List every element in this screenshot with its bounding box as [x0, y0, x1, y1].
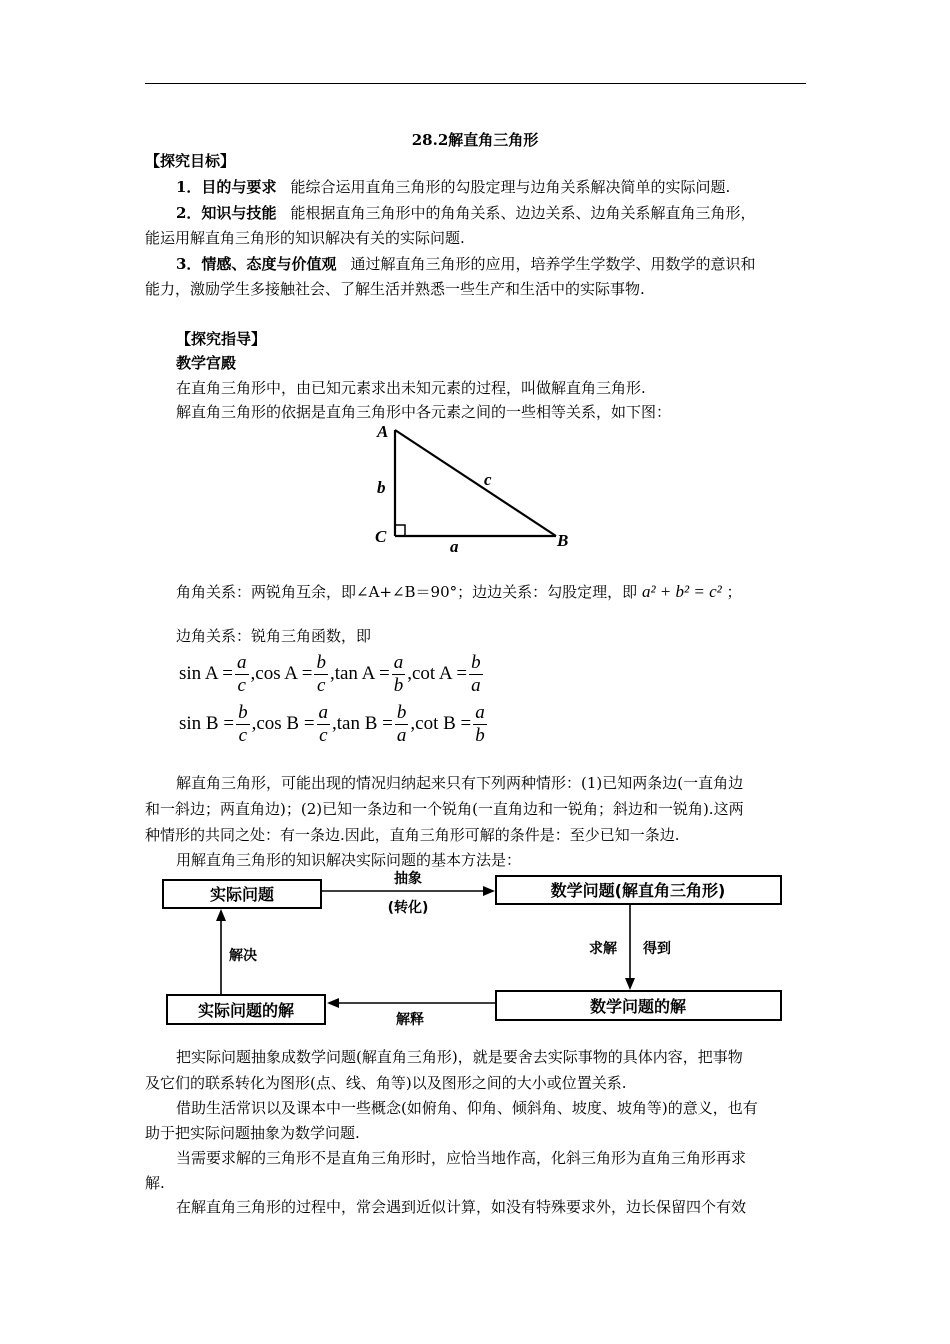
goal-3-text: 通过解直角三角形的应用，培养学生学数学、用数学的意识和 — [350, 255, 756, 273]
side-a-label: a — [450, 537, 459, 556]
cosB-label: ,cos B = — [251, 713, 315, 734]
arrow-solve-label: 求解 — [589, 941, 617, 957]
arrow-abstract-head — [483, 886, 495, 896]
trig-formulas-A — [179, 649, 485, 699]
relation-2: 边角关系：锐角三角函数，即 — [176, 627, 372, 645]
arrow-solve-head — [625, 978, 635, 990]
p5-line1: 把实际问题抽象成数学问题(解直角三角形)，就是要舍去实际事物的具体内容，把事物 — [176, 1048, 743, 1066]
goal-2 — [176, 203, 755, 223]
sinA-label: sin A = — [179, 663, 234, 684]
p3-line3: 种情形的共同之处：有一条边.因此，直角三角形可解的条件是：至少已知一条边. — [145, 826, 680, 844]
p3-line2: 和一斜边；两直角边)；(2)已知一条边和一个锐角(一直角边和一锐角；斜边和一锐角).这两 — [145, 800, 744, 818]
tanA-label: ,tan A = — [329, 663, 390, 684]
sinA-fraction: $\frac{a}{c}$ — [237, 651, 247, 696]
right-angle-mark — [395, 525, 405, 536]
goal-3-cont: 能力，激励学生多接触社会、了解生活并熟悉一些生产和生活中的实际事物. — [145, 280, 645, 298]
arrow-resolve-label: 解决 — [229, 948, 257, 964]
vertex-C-label: C — [375, 527, 387, 546]
goal-2-label: 2．知识与技能 — [176, 204, 277, 222]
goal-3 — [176, 254, 755, 274]
vertex-B-label: B — [557, 531, 569, 550]
method-flowchart — [155, 865, 795, 1035]
relation-1-text: 角角关系：两锐角互余，即∠A+∠B＝90°；边边关系：勾股定理，即 — [176, 583, 638, 601]
header-rule — [145, 83, 806, 84]
vertex-A-label: A — [377, 422, 389, 441]
guide-heading: 【探究指导】 — [176, 330, 267, 348]
flow-box-math-problem-label: 数学问题(解直角三角形) — [550, 881, 726, 900]
tanB-fraction: $\frac{b}{a}$ — [396, 701, 407, 746]
cotB-label: ,cot B = — [410, 713, 472, 734]
goal-2-cont: 能运用解直角三角形的知识解决有关的实际问题. — [145, 229, 465, 247]
guide-p1: 在直角三角形中，由已知元素求出未知元素的过程，叫做解直角三角形. — [176, 379, 646, 397]
cotB-fraction: $\frac{a}{b}$ — [475, 701, 485, 746]
goal-1-text: 能综合运用直角三角形的勾股定理与边角关系解决简单的实际问题. — [290, 178, 731, 196]
p6-line1: 借助生活常识以及课本中一些概念(如俯角、仰角、倾斜角、坡度、坡角等)的意义，也有 — [176, 1099, 758, 1117]
p7-line1: 当需要求解的三角形不是直角三角形时，应恰当地作高，化斜三角形为直角三角形再求 — [176, 1149, 747, 1167]
arrow-explain-head — [327, 998, 339, 1008]
goal-3-label: 3．情感、态度与价值观 — [176, 255, 337, 273]
p8-line1: 在解直角三角形的过程中，常会遇到近似计算，如没有特殊要求外，边长保留四个有效 — [176, 1198, 747, 1216]
arrow-abstract-label: 抽象 — [394, 871, 422, 887]
goal-2-text: 能根据直角三角形中的角角关系、边边关系、边角关系解直角三角形， — [290, 204, 756, 222]
relation-1 — [176, 582, 742, 602]
guide-subheading: 教学宫殿 — [176, 354, 237, 372]
right-triangle-figure — [360, 415, 590, 560]
side-c-label: c — [484, 470, 492, 489]
cotA-label: ,cot A = — [407, 663, 468, 684]
cosB-fraction: $\frac{a}{c}$ — [318, 701, 329, 746]
arrow-explain-label: 解释 — [396, 1012, 424, 1028]
arrow-abstract-sublabel: (转化) — [387, 900, 429, 916]
flow-box-real-solution-label: 实际问题的解 — [197, 1001, 295, 1020]
flow-box-real-problem-label: 实际问题 — [209, 885, 275, 904]
goal-1-label: 1．目的与要求 — [176, 178, 277, 196]
p7-line2: 解. — [145, 1174, 165, 1192]
p3-line1: 解直角三角形，可能出现的情况归纳起来只有下列两种情形：(1)已知两条边(一直角边 — [176, 774, 744, 792]
tanB-label: ,tan B = — [332, 713, 393, 734]
sinB-fraction: $\frac{b}{c}$ — [238, 701, 248, 746]
arrow-solve-label-right: 得到 — [643, 941, 671, 957]
page-title: 28.2解直角三角形 — [411, 131, 539, 149]
trig-formulas-B — [179, 699, 489, 749]
p4: 用解直角三角形的知识解决实际问题的基本方法是： — [176, 851, 522, 869]
side-c — [395, 430, 556, 536]
goals-heading: 【探究目标】 — [145, 152, 236, 170]
sinB-label: sin B = — [179, 713, 235, 734]
goal-1 — [176, 177, 730, 197]
tanA-fraction: $\frac{a}{b}$ — [393, 651, 404, 696]
relation-1-end: ； — [726, 583, 742, 601]
cosA-label: ,cos A = — [250, 663, 313, 684]
cotA-fraction: $\frac{b}{a}$ — [471, 651, 481, 696]
cosA-fraction: $\frac{b}{c}$ — [316, 651, 326, 696]
flow-box-math-solution-label: 数学问题的解 — [589, 997, 687, 1016]
p5-line2: 及它们的联系转化为图形(点、线、角等)以及图形之间的大小或位置关系. — [145, 1074, 627, 1092]
p6-line2: 助于把实际问题抽象为数学问题. — [145, 1124, 360, 1142]
arrow-resolve-head — [216, 909, 226, 921]
side-b-label: b — [377, 478, 386, 497]
guide-p2: 解直角三角形的依据是直角三角形中各元素之间的一些相等关系，如下图： — [176, 403, 672, 421]
pythagoras-formula: a² + b² = c² — [641, 582, 722, 601]
